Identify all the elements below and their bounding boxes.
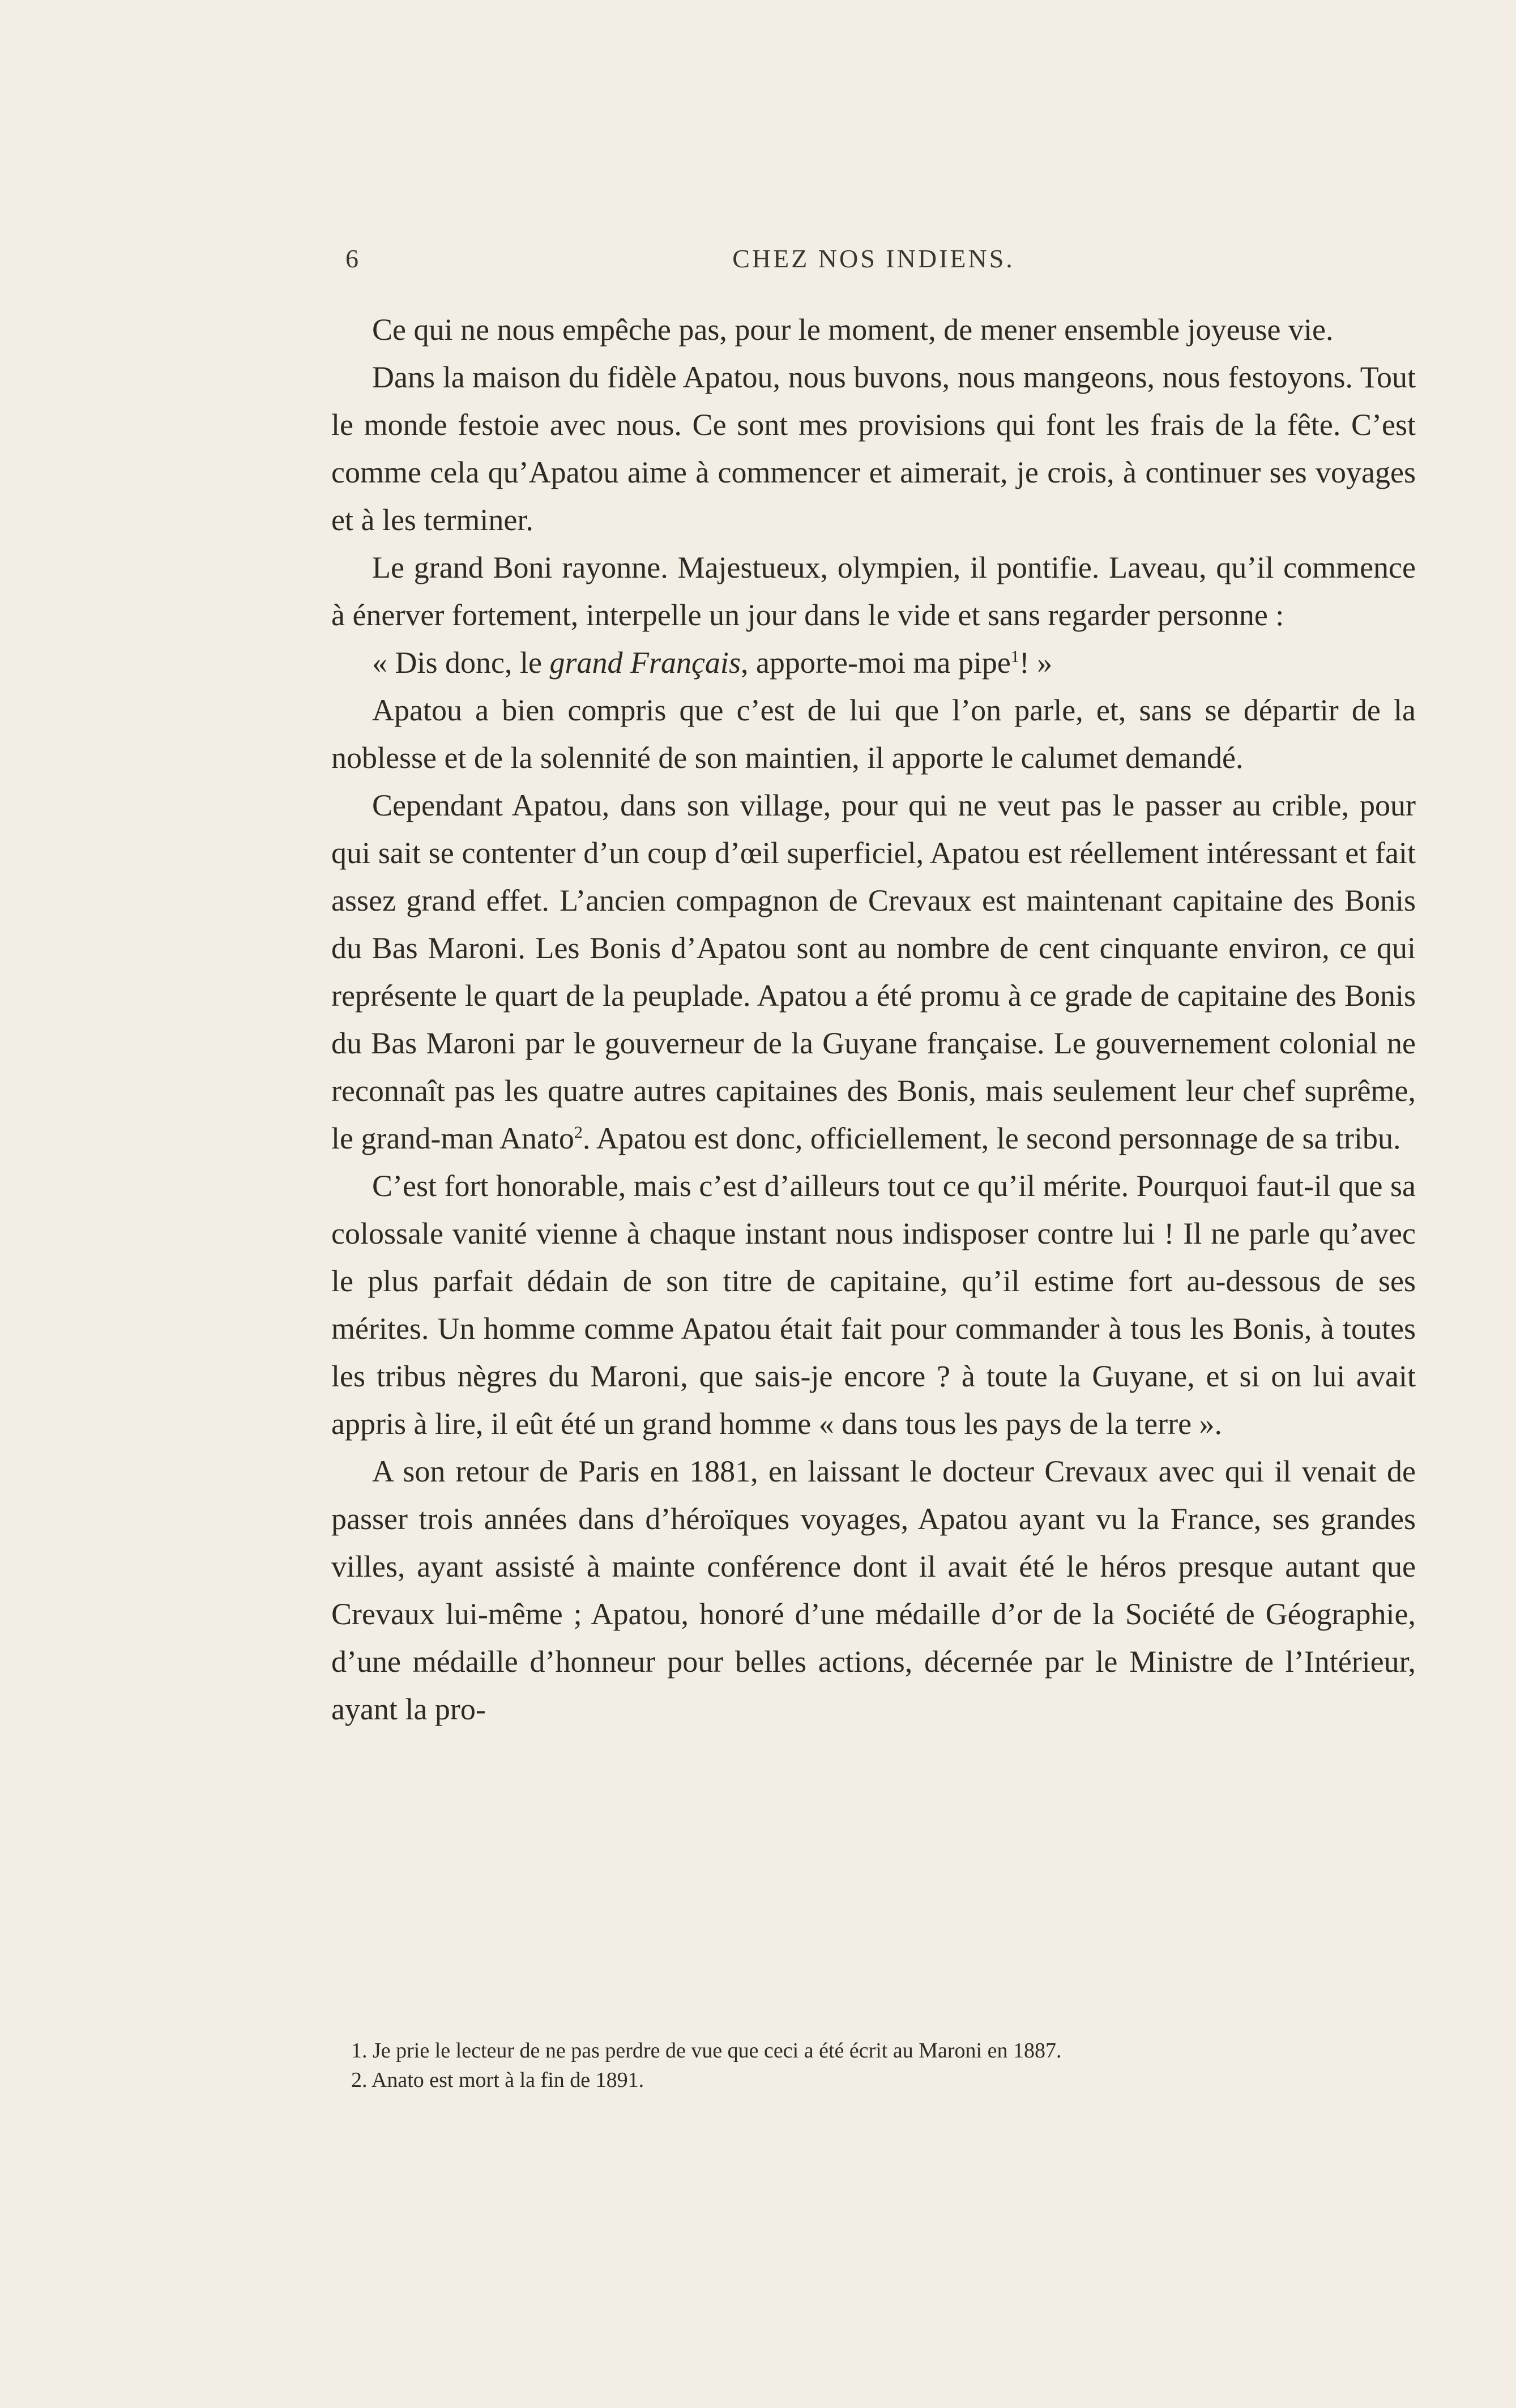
text-run: « Dis donc, le [372, 646, 550, 680]
paragraph: C’est fort honorable, mais c’est d’ailleurs tout ce qu’il mérite. Pourquoi faut-il que sa colossale vanité vienne à chaque instant nous indisposer contre lui ! Il ne parle qu’avec le plus parfait dédain de son titre de capitaine, qu’il estime fort au-dessous de ses mérites. Un homme comme Apatou était fait pour commander à tous les Bonis, à toutes les tribus nègres du Maroni, que sais-je encore ? à toute la Guyane, et si on lui avait appris à lire, il eût été un grand homme « dans tous les pays de la terre ». [331, 1169, 1416, 1441]
paragraph: A son retour de Paris en 1881, en laissant le docteur Crevaux avec qui il venait de passer trois années dans d’héroïques voyages, Apatou ayant vu la France, ses grandes villes, ayant assisté à mainte conférence dont il avait été le héros presque autant que Crevaux lui-même ; Apatou, honoré d’une médaille d’or de la Société de Géographie, d’une médaille d’honneur pour belles actions, décernée par le Ministre de l’Intérieur, ayant la pro- [331, 1454, 1416, 1726]
paragraph: Dans la maison du fidèle Apatou, nous buvons, nous mangeons, nous festoyons. Tout le monde festoie avec nous. Ce sont mes provisions qui font les frais de la fête. C’est comme cela qu’Apatou aime à commencer et aimerait, je crois, à continuer ses voyages et à les terminer. [331, 360, 1416, 537]
footnote-ref[interactable]: 2 [574, 1123, 583, 1142]
text-run: Cependant Apatou, dans son village, pour qui ne veut pas le passer au crible, pour qui sait se contenter d’un coup d’œil superficiel, Apatou est réellement intéressant et fait assez grand effet. L’ancien compagnon de Crevaux est maintenant capitaine des Bonis du Bas Maroni. Les Bonis d’Apatou sont au nombre de cent cinquante environ, ce qui représente le quart de la peuplade. Apatou a été promu à ce grade de capitaine des Bonis du Bas Maroni par le gouverneur de la Guyane française. Le gouvernement colonial ne reconnaît pas les quatre autres capitaines des Bonis, mais seulement leur chef suprême, le grand-man Anato [331, 788, 1416, 1155]
footnote: 2. Anato est mort à la fin de 1891. [351, 2068, 644, 2092]
page-header [331, 244, 1416, 283]
paragraph: Le grand Boni rayonne. Majestueux, olympien, il pontifie. Laveau, qu’il commence à énerver fortement, interpelle un jour dans le vide et sans regarder personne : [331, 550, 1416, 632]
footnote: 1. Je prie le lecteur de ne pas perdre de vue que ceci a été écrit au Maroni en 1887. [351, 2039, 1062, 2063]
paragraph: Ce qui ne nous empêche pas, pour le moment, de mener ensemble joyeuse vie. [372, 313, 1334, 347]
text-run: ! » [1019, 646, 1053, 680]
text-run: , apporte-moi ma pipe [740, 646, 1011, 680]
footnote-ref[interactable]: 1 [1010, 647, 1019, 666]
paragraph [331, 639, 1416, 686]
footnotes [351, 2036, 1416, 2095]
page-number: 6 [345, 244, 361, 273]
paragraph: Apatou a bien compris que c’est de lui que l’on parle, et, sans se départir de la noblesse et de la solennité de son maintien, il apporte le calumet demandé. [331, 693, 1416, 775]
paragraph [331, 782, 1416, 1162]
running-title: CHEZ NOS INDIENS. [732, 244, 1015, 273]
body-text [331, 306, 1416, 1733]
text-run: . Apatou est donc, officiellement, le second personnage de sa tribu. [582, 1121, 1401, 1155]
italic-phrase: grand Français [549, 646, 741, 680]
